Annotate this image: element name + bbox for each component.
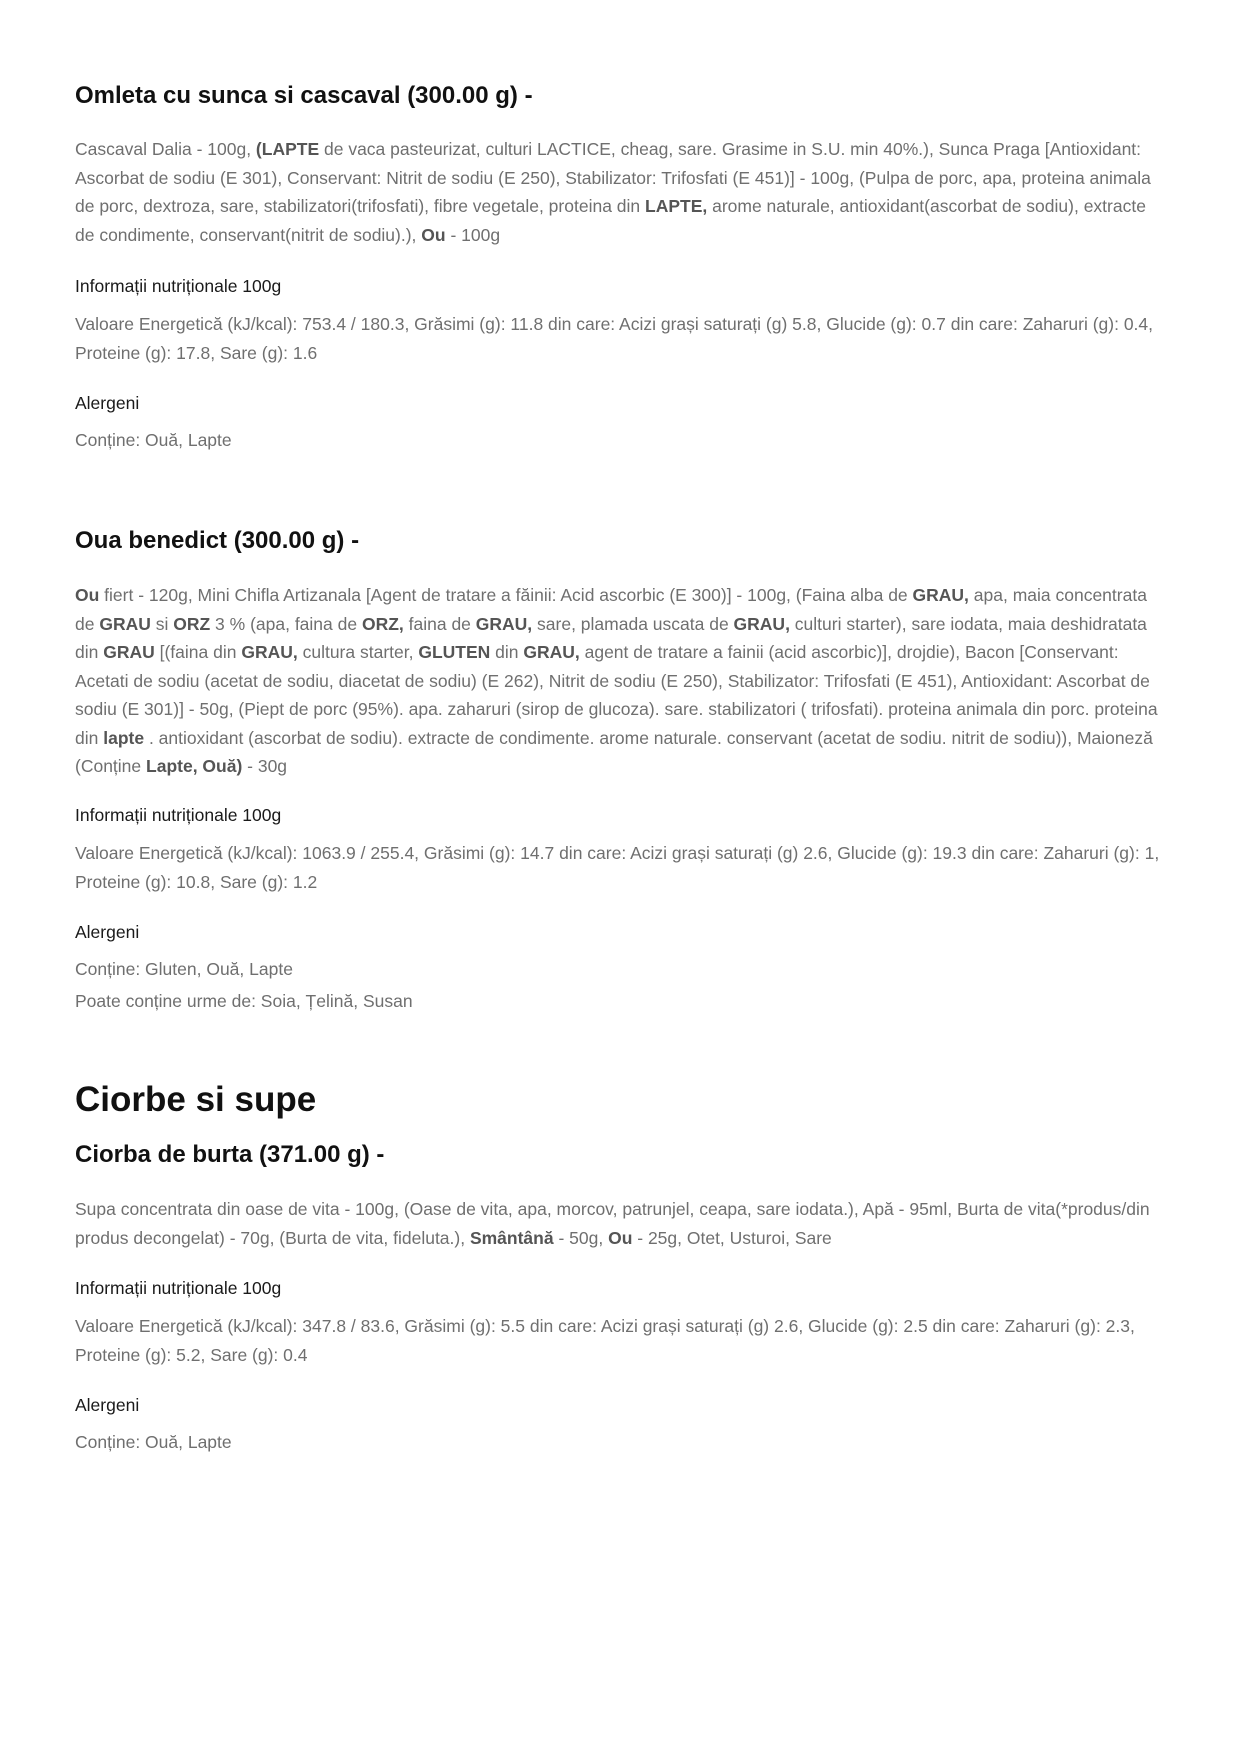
allergen-highlight: ORZ, [361,613,404,634]
allergens-label: Alergeni [75,1395,140,1415]
allergen-highlight: LAPTE, [645,196,708,216]
allergens-contains: Conține: Ouă, Lapte [75,430,232,450]
ingredient-text: Supa concentrata din oase de vita - 100g, (Oase de vita, apa, morcov, patrunjel, ceapa, sare iodata.), Apă - 95ml, Burta de vita(*produs/din produs decongelat) - 70g, (Burta de vita, fideluta.), [75,1199,1150,1248]
ingredient-text: si [150,613,174,634]
allergen-highlight: Smântână [469,1227,554,1248]
nutrition-label: Informații nutriționale 100g [75,276,282,296]
allergen-highlight: Ou [421,224,446,245]
ingredients-text [75,135,1165,249]
ingredient-text: - 25g, Otet, Usturoi, Sare [632,1227,832,1248]
allergen-highlight: GRAU, [912,585,969,605]
ingredient-text: apa, maia concentrata de [75,585,1147,634]
ingredient-text: cultura starter, [297,642,419,662]
ingredient-text: fiert - 120g, Mini Chifla Artizanala [Agent de tratare a făinii: Acid ascorbic (E 300)] - 100g, (Faina alba de [99,585,913,605]
nutrition-values: Valoare Energetică (kJ/kcal): 1063.9 / 255.4, Grăsimi (g): 14.7 din care: Acizi grași saturați (g) 2.6, Glucide (g): 19.3 din care: Zaharuri (g): 1, Proteine (g): 10.8, Sare (g): 1.2 [75,843,1160,892]
allergens-label: Alergeni [75,393,140,413]
ingredient-text: din [490,642,524,662]
product-title: Oua benedict (300.00 g) - [75,527,360,554]
category-title: Ciorbe si supe [75,1080,317,1119]
allergen-highlight: GRAU [103,642,155,662]
product-title: Omleta cu sunca si cascaval (300.00 g) - [75,82,533,109]
ingredient-text: sare, plamada uscata de [532,613,734,634]
ingredient-text: arome naturale, antioxidant(ascorbat de sodiu), extracte de condimente, conservant(nitrit de sodiu).), [75,196,1146,245]
allergen-highlight: GRAU, [475,613,533,634]
nutrition-values: Valoare Energetică (kJ/kcal): 753.4 / 180.3, Grăsimi (g): 11.8 din care: Acizi grași saturați (g) 5.8, Glucide (g): 0.7 din care: Zaharuri (g): 0.4, Proteine (g): 17.8, Sare (g): 1.6 [75,314,1154,363]
ingredients-text [75,581,1165,781]
allergen-highlight: GRAU [99,613,151,634]
allergens-contains: Conține: Gluten, Ouă, Lapte [75,959,293,979]
allergens-may-contain: Poate conține urme de: Soia, Țelină, Susan [75,991,413,1011]
allergen-highlight: lapte [103,727,145,748]
ingredients-text [75,1195,1165,1252]
ingredient-text: - 100g [445,224,501,245]
allergen-highlight: Ou [75,585,100,605]
allergen-highlight: ORZ [173,613,211,634]
allergen-highlight: GRAU, [523,642,580,662]
allergen-highlight: Lapte, Ouă) [146,756,243,776]
ingredient-text: Cascaval Dalia - 100g, [75,139,256,159]
allergens-label: Alergeni [75,922,140,942]
ingredient-text: culturi starter), sare iodata, maia deshidratata din [75,613,1147,662]
ingredient-text: 3 % (apa, faina de [210,613,362,634]
ingredient-text: . antioxidant (ascorbat de sodiu). extracte de condimente. arome naturale. conservant (acetat de sodiu. nitrit de sodiu)), Maioneză (Conține [75,727,1153,776]
ingredient-text: - 50g, [553,1227,609,1248]
ingredient-text: agent de tratare a fainii (acid ascorbic)], drojdie), Bacon [Conservant: Acetati de sodiu (acetat de sodiu, diacetat de sodiu) (E 262), Nitrit de sodiu (E 250), Stabilizator: Trifosfati (E 451), Antioxidant: Ascorbat de sodiu (E 301)] - 50g, (Piept de porc (95%). apa. zaharuri (sirop de glucoza). sare. stabilizatori ( trifosfati). proteina animala din porc. proteina din [75,642,1158,748]
nutrition-label: Informații nutriționale 100g [75,805,282,825]
nutrition-values: Valoare Energetică (kJ/kcal): 347.8 / 83.6, Grăsimi (g): 5.5 din care: Acizi grași saturați (g) 2.6, Glucide (g): 2.5 din care: Zaharuri (g): 2.3, Proteine (g): 5.2, Sare (g): 0.4 [75,1316,1135,1365]
ingredient-text: [(faina din [154,642,242,662]
product-title: Ciorba de burta (371.00 g) - [75,1141,385,1168]
ingredient-text: - 30g [242,756,288,776]
ingredient-text: de vaca pasteurizat, culturi LACTICE, cheag, sare. Grasime in S.U. min 40%.), Sunca Praga [Antioxidant: Ascorbat de sodiu (E 301), Conservant: Nitrit de sodiu (E 250), Stabilizator: Trifosfati (E 451)] - 100g, (Pulpa de porc, apa, proteina animala de porc, dextroza, sare, stabilizatori(trifosfati), fibre vegetale, proteina din [75,139,1151,216]
allergen-highlight: Ou [608,1227,633,1248]
allergen-highlight: (LAPTE [255,139,320,159]
allergens-contains: Conține: Ouă, Lapte [75,1432,232,1452]
ingredient-text: faina de [403,613,476,634]
nutrition-label: Informații nutriționale 100g [75,1278,282,1298]
allergen-highlight: GLUTEN [418,642,491,662]
allergen-highlight: GRAU, [241,642,298,662]
allergen-highlight: GRAU, [733,613,790,634]
